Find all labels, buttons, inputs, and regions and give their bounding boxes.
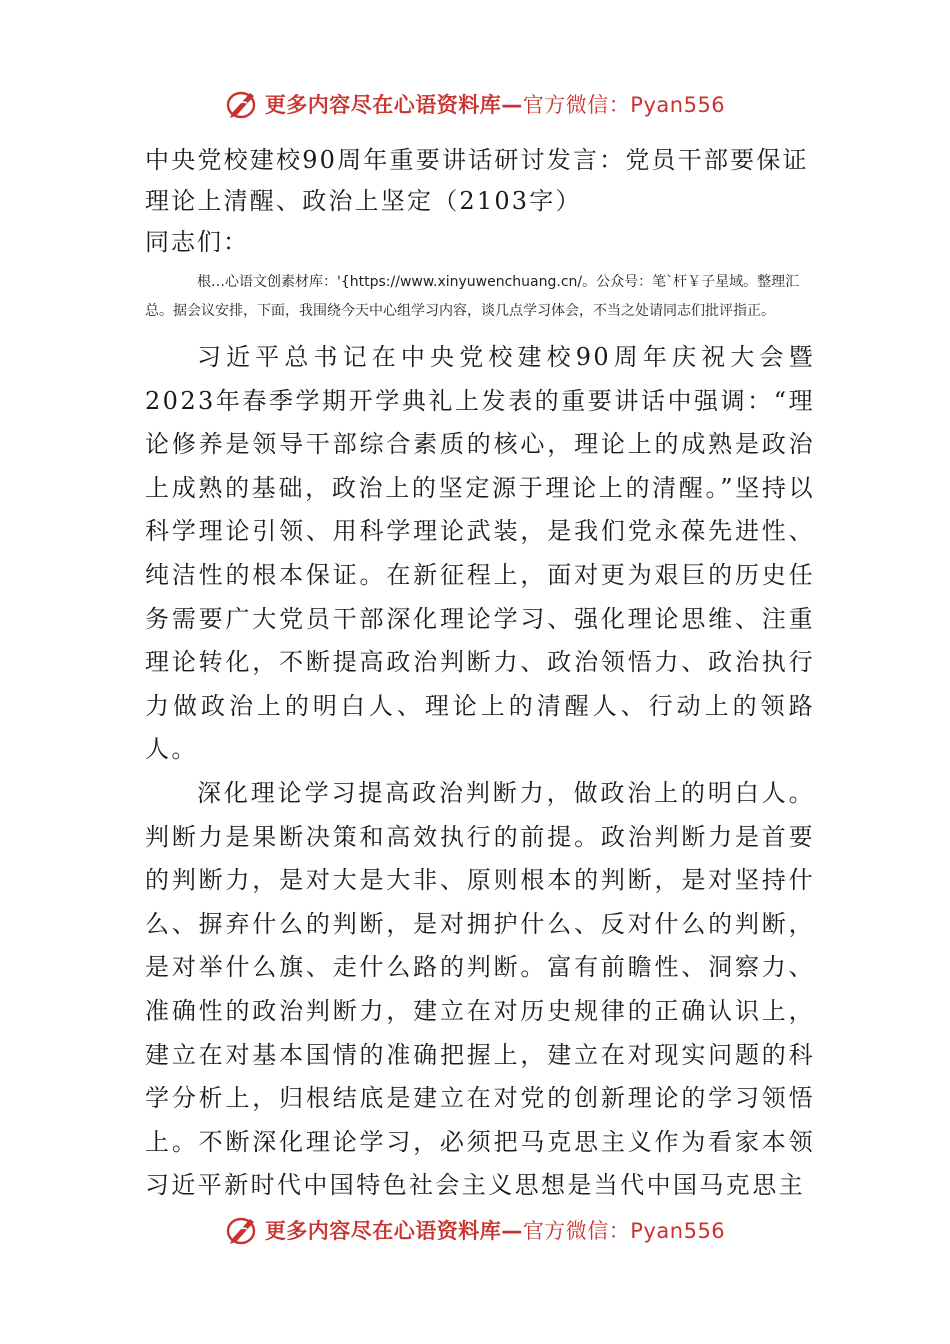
header-banner-text: 更多内容尽在心语资料库—官方微信：Pyan556 [264, 93, 726, 117]
document-title: 中央党校建校90周年重要讲话研讨发言：党员干部要保证理论上清醒、政治上坚定（2103字） [145, 146, 809, 215]
pen-logo-icon [225, 1213, 259, 1247]
pen-logo-icon [225, 87, 259, 121]
header-banner [0, 84, 950, 124]
document-body [145, 140, 815, 1208]
footer-banner-text: 更多内容尽在心语资料库—官方微信：Pyan556 [264, 1219, 726, 1243]
paragraph-2: 深化理论学习提高政治判断力，做政治上的明白人。判断力是果断决策和高效执行的前提。政治判断力是首要的判断力，是对大是大非、原则根本的判断，是对坚持什么、摒弃什么的判断，是对拥护什么、反对什么的判断，是对举什么旗、走什么路的判断。富有前瞻性、洞察力、准确性的政治判断力，建立在对历史规律的正确认识上，建立在对基本国情的准确把握上，建立在对现实问题的科学分析上，归根结底是建立在对党的创新理论的学习领悟上。不断深化理论学习，必须把马克思主义作为看家本领习近平新时代中国特色社会主义思想是当代中国马克思主 [145, 778, 815, 1200]
paragraph-1: 习近平总书记在中央党校建校90周年庆祝大会暨2023年春季学期开学典礼上发表的重要讲话中强调：“理论修养是领导干部综合素质的核心，理论上的成熟是政治上成熟的基础，政治上的坚定源于理论上的清醒。”坚持以科学理论引领、用科学理论武装，是我们党永葆先进性、纯洁性的根本保证。在新征程上，面对更为艰巨的历史任务需要广大党员干部深化理论学习、强化理论思维、注重理论转化，不断提高政治判断力、政治领悟力、政治执行力做政治上的明白人、理论上的清醒人、行动上的领路人。 [145, 343, 815, 764]
source-note: 根…心语文创素材库：'{https://www.xinyuwenchuang.cn/。公众号：笔`杆￥子星域。整理汇总。据会议安排，下面，我围绕今天中心组学习内容，谈几点学习体会，不当之处请同志们批评指正。 [145, 274, 800, 319]
greeting: 同志们： [145, 228, 249, 256]
footer-banner [0, 1210, 950, 1250]
